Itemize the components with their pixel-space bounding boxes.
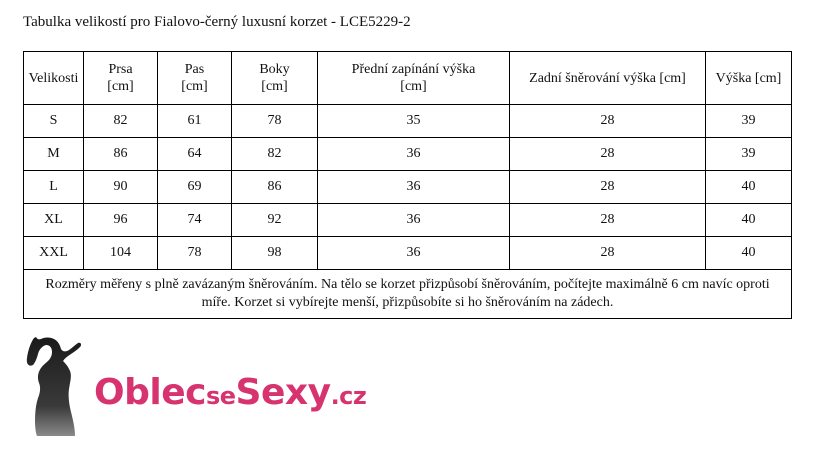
table-row <box>24 171 792 204</box>
size-note: Rozměry měřeny s plně zavázaným šněrováním. Na tělo se korzet přizpůsobí šněrováním, počítejte maximálně 6 cm navíc oproti míře. Korzet si vybírejte menší, přizpůsobíte si ho šněrováním na zádech. <box>24 270 792 319</box>
header-waist: Pas [cm] <box>158 52 232 105</box>
table-cell: M <box>24 138 84 171</box>
table-cell: 61 <box>158 105 232 138</box>
table-row <box>24 105 792 138</box>
header-hips: Boky [cm] <box>232 52 318 105</box>
table-cell: 39 <box>706 105 792 138</box>
table-cell: 36 <box>318 204 510 237</box>
header-height: Výška [cm] <box>706 52 792 105</box>
table-cell: 39 <box>706 138 792 171</box>
table-cell: 40 <box>706 204 792 237</box>
header-size: Velikosti <box>24 52 84 105</box>
table-cell: 74 <box>158 204 232 237</box>
table-cell: XL <box>24 204 84 237</box>
table-cell: 36 <box>318 237 510 270</box>
table-cell: 35 <box>318 105 510 138</box>
table-cell: XXL <box>24 237 84 270</box>
table-cell: S <box>24 105 84 138</box>
size-table <box>23 51 792 319</box>
table-cell: 69 <box>158 171 232 204</box>
table-cell: 96 <box>84 204 158 237</box>
header-chest: Prsa [cm] <box>84 52 158 105</box>
table-cell: 64 <box>158 138 232 171</box>
woman-silhouette-icon <box>20 336 90 436</box>
table-cell: 36 <box>318 171 510 204</box>
table-cell: 40 <box>706 237 792 270</box>
table-cell: 28 <box>510 204 706 237</box>
table-cell: 86 <box>84 138 158 171</box>
header-back-lacing-height: Zadní šněrování výška [cm] <box>510 52 706 105</box>
header-front-closure-height: Přední zapínání výška [cm] <box>318 52 510 105</box>
table-cell: 36 <box>318 138 510 171</box>
table-cell: 98 <box>232 237 318 270</box>
table-cell: 92 <box>232 204 318 237</box>
table-cell: 78 <box>158 237 232 270</box>
table-row <box>24 204 792 237</box>
table-cell: 28 <box>510 138 706 171</box>
table-cell: 82 <box>232 138 318 171</box>
table-note-row <box>24 270 792 319</box>
table-cell: L <box>24 171 84 204</box>
table-row <box>24 237 792 270</box>
page-title: Tabulka velikostí pro Fialovo-černý luxusní korzet - LCE5229-2 <box>23 14 411 30</box>
table-header-row <box>24 52 792 105</box>
table-cell: 28 <box>510 171 706 204</box>
table-cell: 86 <box>232 171 318 204</box>
table-cell: 40 <box>706 171 792 204</box>
table-cell: 78 <box>232 105 318 138</box>
table-cell: 82 <box>84 105 158 138</box>
brand-logo <box>20 336 367 436</box>
table-cell: 28 <box>510 237 706 270</box>
table-cell: 90 <box>84 171 158 204</box>
brand-wordmark: OblecseSexy.cz <box>94 372 367 413</box>
table-cell: 104 <box>84 237 158 270</box>
table-cell: 28 <box>510 105 706 138</box>
table-row <box>24 138 792 171</box>
